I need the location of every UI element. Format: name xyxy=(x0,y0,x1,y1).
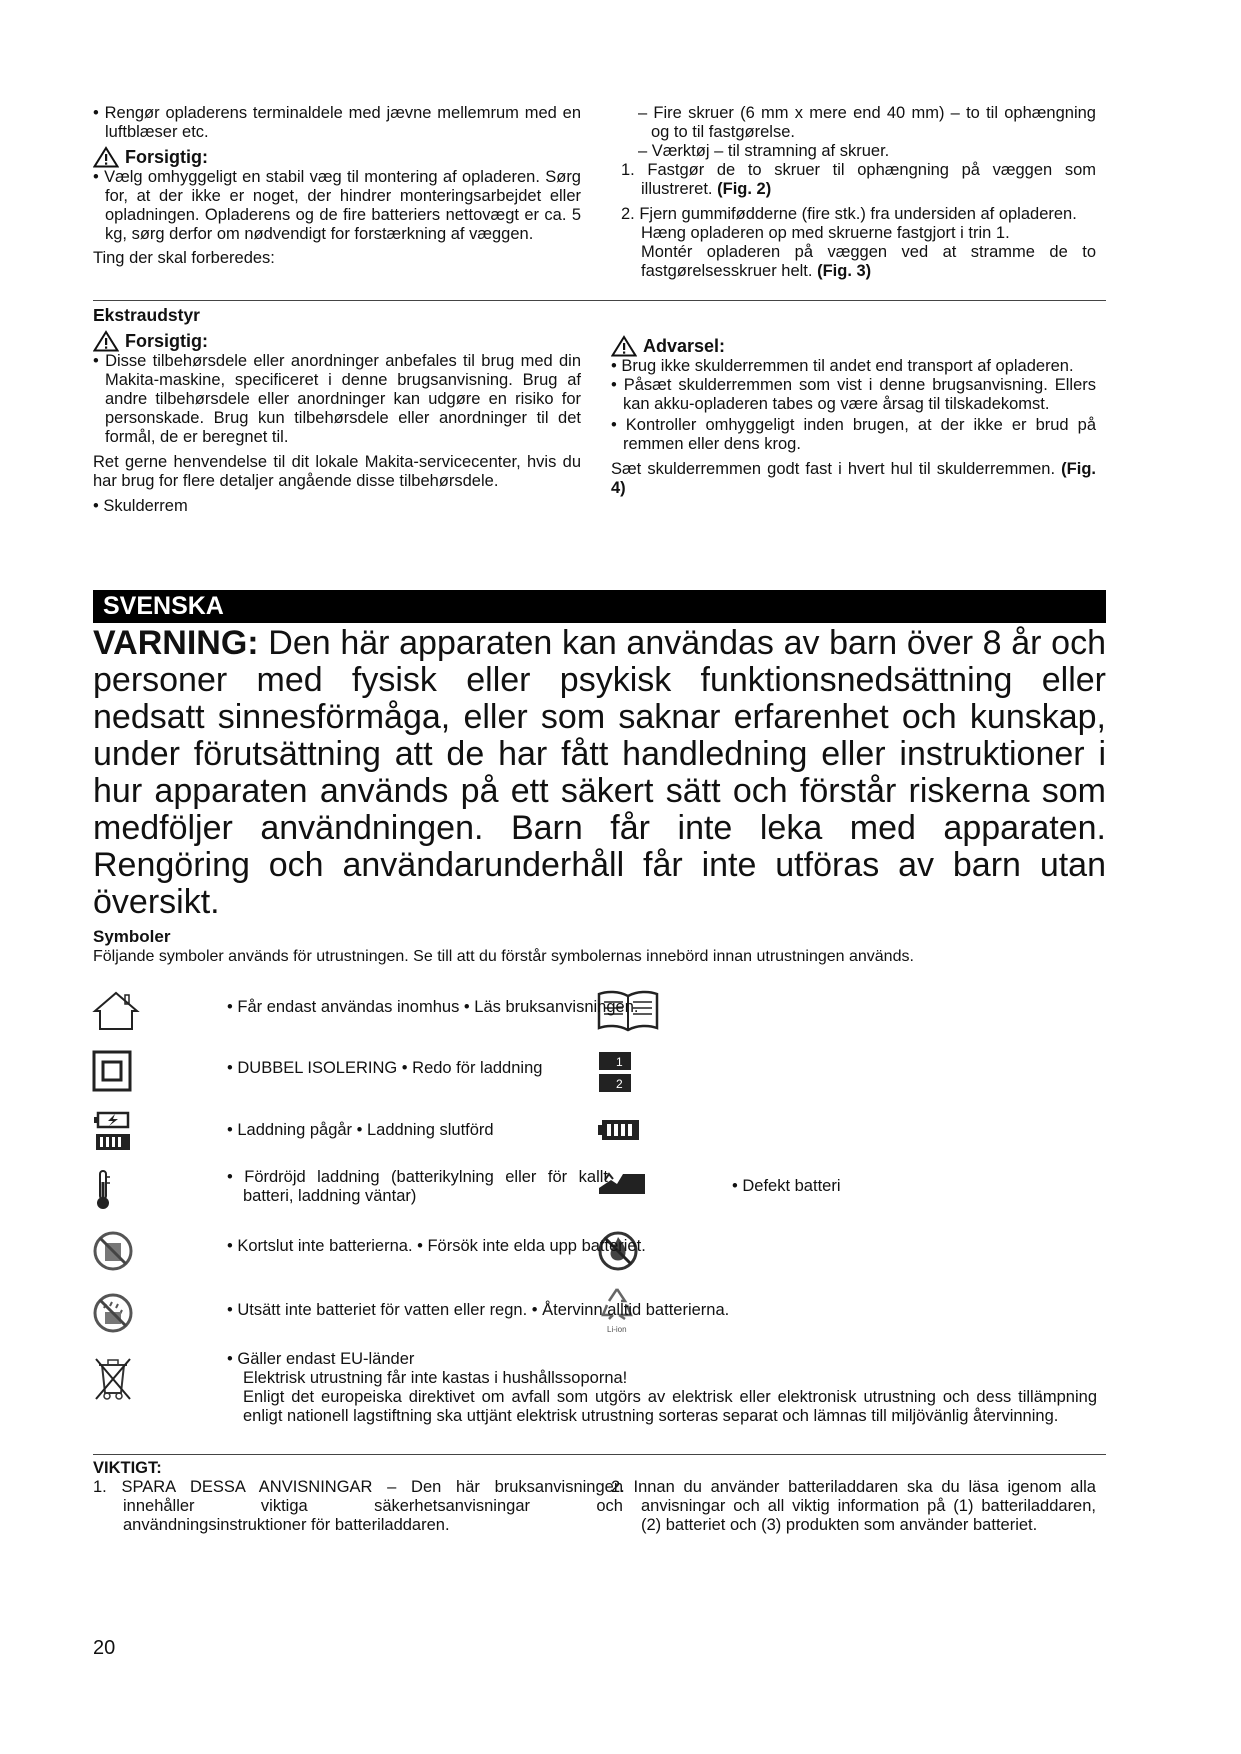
slot-2-label: 2 xyxy=(616,1077,623,1091)
wall-caution-text: • Vælg omhyggeligt en stabil væg til montering af opladeren. Sørg for, at der ikke er noget, der hindrer monteringsarbejdet eller opladningen. Opladerens og de fire batteriers nettovægt er ca. 5 kg, sørg derfor om nødvendigt for forstærkning af væggen. xyxy=(93,168,581,243)
weee-crossed-bin-icon xyxy=(92,1355,134,1401)
danish-right-column xyxy=(611,104,1096,281)
step-1-text: 1. Fastgør de to skruer til ophængning på væggen som illustreret. xyxy=(621,161,1096,198)
tool-item: – Værktøj – til stramning af skruer. xyxy=(638,142,890,160)
symbol-indoor-text: • Får endast användas inomhus • Läs bruksanvisningen. xyxy=(227,998,639,1016)
thermometer-icon xyxy=(92,1168,114,1212)
ready-to-charge-icon xyxy=(597,1050,633,1094)
warning-triangle-icon xyxy=(93,146,119,168)
symbol-insulation-text: • DUBBEL ISOLERING • Redo för laddning xyxy=(227,1059,543,1077)
important-title: VIKTIGT: xyxy=(93,1459,162,1477)
step-1 xyxy=(611,161,1096,199)
symbols-intro-block xyxy=(93,927,1106,967)
prepare-text: Ting der skal forberedes: xyxy=(93,249,275,267)
varning-label: VARNING: xyxy=(93,624,259,662)
accessories-title: Ekstraudstyr xyxy=(93,305,200,325)
accessories-caution-heading xyxy=(93,330,581,352)
eu-line-2: Enligt det europeiska direktivet om avfall som utgörs av elektrisk eller elektronisk utrustning och dess tillämpning enligt nationell lagstiftning ska uttjänt elektrisk utrustning sorteras separat och lämnas till miljövänlig återvinning. xyxy=(243,1388,1097,1425)
indoor-only-house-icon xyxy=(92,990,140,1032)
strap-warning-2: • Påsæt skulderremmen som vist i denne brugsanvisning. Ellers kan akku-opladeren tabes og være årsag til tilskadekomst. xyxy=(611,376,1096,413)
screws-item: – Fire skruer (6 mm x mere end 40 mm) – to til ophængning og to til fastgørelse. xyxy=(638,104,1096,141)
strap-attach-text: Sæt skulderremmen godt fast i hvert hul til skulderremmen. xyxy=(611,460,1056,478)
important-item-2: 2. Innan du använder batteriladdaren ska du läsa igenom alla anvisningar och all viktig information på (1) batteriladdaren, (2) batteriet och (3) produkten som använder batteriet. xyxy=(611,1478,1096,1534)
service-contact-text: Ret gerne henvendelse til dit lokale Makita-servicecenter, hvis du har brug for flere detaljer angående disse tilbehørsdele. xyxy=(93,453,581,490)
symbol-short-fire-text: • Kortslut inte batterierna. • Försök inte elda upp batteriet. xyxy=(227,1237,646,1255)
warning-triangle-icon xyxy=(611,335,637,357)
important-item-1: 1. SPARA DESSA ANVISNINGAR – Den här bruksanvisningen innehåller viktiga säkerhetsanvisningar och användningsinstruktioner för batteriladdaren. xyxy=(93,1478,623,1534)
eu-title: • Gäller endast EU-länder xyxy=(227,1350,415,1368)
accessories-caution-title: Forsigtig: xyxy=(125,330,208,351)
symbol-charging-text: • Laddning pågår • Laddning slutförd xyxy=(227,1121,494,1139)
step-2-mount-text: Montér opladeren på væggen ved at stramme de to fastgørelsesskruer helt. xyxy=(641,243,1096,280)
slot-1-label: 1 xyxy=(616,1055,623,1069)
step-1-fig: (Fig. 2) xyxy=(717,180,772,198)
symbol-defective-text: • Defekt batteri xyxy=(732,1177,841,1195)
varning-text: Den här apparaten kan användas av barn över 8 år och personer med fysisk eller psykisk funktionsnedsättning eller nedsatt sinnesförmåga, eller som saknar erfarenhet och kunskap, under förutsättning att de har fått handledning eller instruktioner i hur apparaten används på ett säkert sätt och förstår riskerna som medföljer användningen. Barn får inte leka med apparaten. Rengöring och användarunderhåll får inte utföras av barn utan översikt. xyxy=(93,624,1106,921)
strap-attach xyxy=(611,460,1096,498)
important-divider xyxy=(93,1454,1106,1455)
step-2-hang: Hæng opladeren op med skruerne fastgjort i trin 1. xyxy=(641,224,1010,242)
accessories-left xyxy=(93,306,581,516)
caution-title: Forsigtig: xyxy=(125,146,208,167)
symbol-water-recycle-text: • Utsätt inte batteriet för vatten eller regn. • Återvinn alltid batterierna. xyxy=(227,1301,730,1319)
double-insulation-icon xyxy=(92,1050,132,1092)
varning-paragraph xyxy=(93,625,1106,921)
step-2-fig: (Fig. 3) xyxy=(817,262,872,280)
page-number: 20 xyxy=(93,1637,116,1659)
section-divider xyxy=(93,300,1106,301)
advarsel-title: Advarsel: xyxy=(643,335,726,356)
svenska-section-header: SVENSKA xyxy=(93,590,1106,623)
caution-heading xyxy=(93,146,581,168)
accessories-caution-text: • Disse tilbehørsdele eller anordninger anbefales til brug med din Makita-maskine, specificeret i denne brugsanvisning. Brug af andre tilbehørsdele eller anordninger kan udgøre en risiko for personskade. Brug kun tilbehørsdele eller anordninger til det formål, de er beregnet til. xyxy=(93,352,581,446)
charging-complete-icon xyxy=(597,1118,641,1142)
symbols-title: Symboler xyxy=(93,927,171,946)
symbol-eu-block xyxy=(227,1350,1097,1426)
li-ion-label: Li-ion xyxy=(607,1325,627,1334)
strap-item: • Skulderrem xyxy=(93,497,188,515)
symbols-intro: Följande symboler används för utrustningen. Se till att du förstår symbolernas innebörd innan utrustningen används. xyxy=(93,948,914,965)
accessories-right xyxy=(611,335,1096,498)
charging-in-progress-icon xyxy=(92,1110,134,1154)
symbol-delayed-text: • Fördröjd laddning (batterikylning eller för kallt batteri, laddning väntar) xyxy=(227,1168,608,1205)
strap-attach-fig: (Fig. 4) xyxy=(611,460,1096,497)
eu-line-1: Elektrisk utrustning får inte kastas i hushållssoporna! xyxy=(243,1369,628,1387)
cleaning-bullet: • Rengør opladerens terminaldele med jævne mellemrum med en luftblæser etc. xyxy=(93,104,581,141)
step-2-mount xyxy=(611,243,1096,281)
warning-triangle-icon xyxy=(93,330,119,352)
no-short-circuit-icon xyxy=(92,1230,134,1272)
strap-warning-3: • Kontroller omhyggeligt inden brugen, at der ikke er brud på remmen eller dens krog. xyxy=(611,416,1096,453)
important-left xyxy=(93,1459,623,1535)
no-water-icon xyxy=(92,1292,134,1334)
danish-left-column xyxy=(93,104,581,268)
step-2-text: 2. Fjern gummifødderne (fire stk.) fra undersiden af opladeren. xyxy=(621,205,1077,223)
strap-warning-1: • Brug ikke skulderremmen til andet end transport af opladeren. xyxy=(611,357,1074,375)
advarsel-heading xyxy=(611,335,1096,357)
